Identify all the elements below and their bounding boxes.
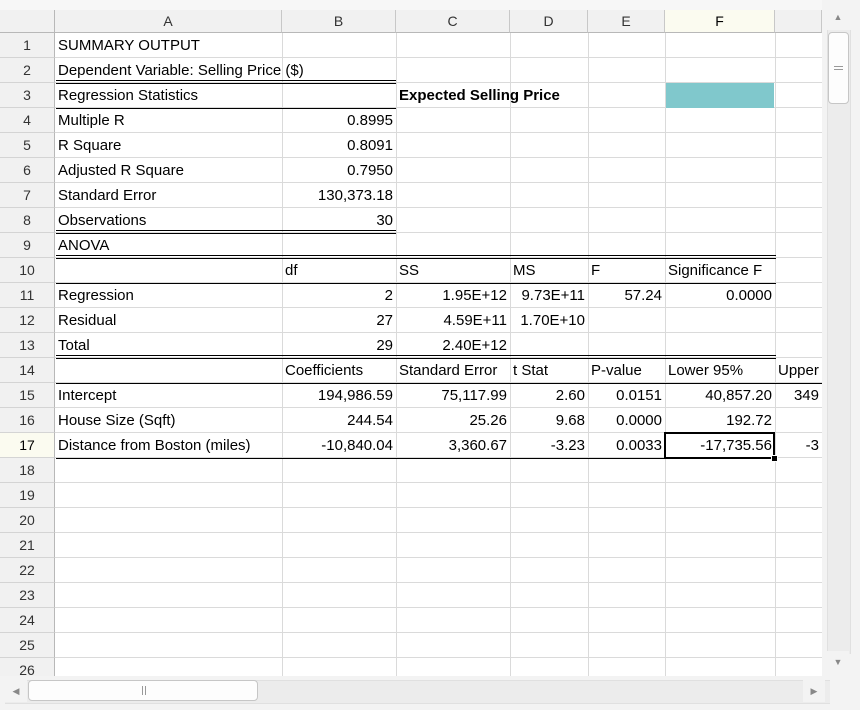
column-header-g[interactable] bbox=[775, 10, 822, 33]
cell-b16[interactable]: 244.54 bbox=[347, 412, 393, 429]
scroll-up-arrow-icon[interactable]: ▲ bbox=[827, 6, 849, 28]
row-header-19[interactable]: 19 bbox=[0, 483, 55, 508]
cell-c17[interactable]: 3,360.67 bbox=[448, 437, 507, 454]
cell-a8[interactable]: Observations bbox=[58, 212, 147, 229]
cell-c3[interactable]: Expected Selling Price bbox=[399, 87, 560, 104]
cell-a17[interactable]: Distance from Boston (miles) bbox=[58, 437, 251, 454]
column-header-a[interactable]: A bbox=[55, 10, 282, 33]
cell-b7[interactable]: 130,373.18 bbox=[317, 187, 393, 204]
row-header-17[interactable]: 17 bbox=[0, 433, 55, 458]
cell-d14[interactable]: t Stat bbox=[513, 362, 549, 379]
cell-e14[interactable]: P-value bbox=[591, 362, 642, 379]
cell-d15[interactable]: 2.60 bbox=[555, 387, 585, 404]
row-header-9[interactable]: 9 bbox=[0, 233, 55, 258]
cell-a11[interactable]: Regression bbox=[58, 287, 134, 304]
gridline bbox=[55, 657, 822, 658]
row-header-1[interactable]: 1 bbox=[0, 33, 55, 58]
cell-g17[interactable]: -3 bbox=[805, 437, 819, 454]
cell-a12[interactable]: Residual bbox=[58, 312, 117, 329]
row-header-23[interactable]: 23 bbox=[0, 583, 55, 608]
cell-a7[interactable]: Standard Error bbox=[58, 187, 157, 204]
cell-b5[interactable]: 0.8091 bbox=[347, 137, 393, 154]
gridline bbox=[55, 557, 822, 558]
cell-a9[interactable]: ANOVA bbox=[58, 237, 110, 254]
scroll-left-arrow-icon[interactable]: ◀ bbox=[5, 680, 27, 702]
cell-a16[interactable]: House Size (Sqft) bbox=[58, 412, 176, 429]
column-header-e[interactable]: E bbox=[588, 10, 665, 33]
cell-b12[interactable]: 27 bbox=[376, 312, 393, 329]
cell-c14[interactable]: Standard Error bbox=[399, 362, 498, 379]
row-header-10[interactable]: 10 bbox=[0, 258, 55, 283]
row-header-24[interactable]: 24 bbox=[0, 608, 55, 633]
cell-f14[interactable]: Lower 95% bbox=[668, 362, 744, 379]
cell-a1[interactable]: SUMMARY OUTPUT bbox=[58, 37, 200, 54]
cell-c10[interactable]: SS bbox=[399, 262, 420, 279]
column-header-f[interactable]: F bbox=[665, 10, 775, 33]
cell-c16[interactable]: 25.26 bbox=[469, 412, 507, 429]
active-cell-cursor[interactable] bbox=[664, 432, 775, 459]
row-header-14[interactable]: 14 bbox=[0, 358, 55, 383]
column-header-b[interactable]: B bbox=[282, 10, 396, 33]
cell-f16[interactable]: 192.72 bbox=[726, 412, 772, 429]
cell-a4[interactable]: Multiple R bbox=[58, 112, 125, 129]
cell-a15[interactable]: Intercept bbox=[58, 387, 117, 404]
row-header-6[interactable]: 6 bbox=[0, 158, 55, 183]
cell-f11[interactable]: 0.0000 bbox=[726, 287, 772, 304]
row-header-16[interactable]: 16 bbox=[0, 408, 55, 433]
cell-b4[interactable]: 0.8995 bbox=[347, 112, 393, 129]
cell-g14[interactable]: Upper bbox=[778, 362, 819, 379]
cell-b10[interactable]: df bbox=[285, 262, 298, 279]
cell-d16[interactable]: 9.68 bbox=[555, 412, 585, 429]
cell-d17[interactable]: -3.23 bbox=[550, 437, 585, 454]
cell-e11[interactable]: 57.24 bbox=[624, 287, 662, 304]
cell-f15[interactable]: 40,857.20 bbox=[705, 387, 772, 404]
gridline bbox=[55, 532, 822, 533]
select-all-corner[interactable] bbox=[0, 10, 55, 33]
cell-b14[interactable]: Coefficients bbox=[285, 362, 364, 379]
row-header-2[interactable]: 2 bbox=[0, 58, 55, 83]
cell-b6[interactable]: 0.7950 bbox=[347, 162, 393, 179]
cell-e16[interactable]: 0.0000 bbox=[616, 412, 662, 429]
row-header-18[interactable]: 18 bbox=[0, 458, 55, 483]
cell-e15[interactable]: 0.0151 bbox=[616, 387, 662, 404]
fill-handle[interactable] bbox=[771, 455, 778, 462]
cell-b8[interactable]: 30 bbox=[376, 212, 393, 229]
row-header-12[interactable]: 12 bbox=[0, 308, 55, 333]
cell-a13[interactable]: Total bbox=[58, 337, 90, 354]
vertical-scroll-track[interactable] bbox=[827, 30, 851, 654]
cell-c13[interactable]: 2.40E+12 bbox=[442, 337, 507, 354]
row-header-21[interactable]: 21 bbox=[0, 533, 55, 558]
row-header-20[interactable]: 20 bbox=[0, 508, 55, 533]
cell-d10[interactable]: MS bbox=[513, 262, 536, 279]
row-header-3[interactable]: 3 bbox=[0, 83, 55, 108]
cell-a6[interactable]: Adjusted R Square bbox=[58, 162, 184, 179]
column-header-c[interactable]: C bbox=[396, 10, 510, 33]
row-header-7[interactable]: 7 bbox=[0, 183, 55, 208]
grip-icon bbox=[142, 686, 146, 695]
row-header-25[interactable]: 25 bbox=[0, 633, 55, 658]
row-header-26[interactable]: 26 bbox=[0, 658, 55, 676]
gridline bbox=[55, 607, 822, 608]
row-header-11[interactable]: 11 bbox=[0, 283, 55, 308]
toolbar-strip bbox=[0, 0, 822, 10]
row-header-8[interactable]: 8 bbox=[0, 208, 55, 233]
cell-d11[interactable]: 9.73E+11 bbox=[521, 287, 585, 304]
cell-f17[interactable]: -17,735.56 bbox=[700, 437, 772, 454]
cell-b17[interactable]: -10,840.04 bbox=[321, 437, 393, 454]
row-header-15[interactable]: 15 bbox=[0, 383, 55, 408]
scroll-right-arrow-icon[interactable]: ▶ bbox=[803, 680, 825, 702]
cell-g15[interactable]: 349 bbox=[793, 387, 819, 404]
cell-f10[interactable]: Significance F bbox=[668, 262, 763, 279]
cell-c15[interactable]: 75,117.99 bbox=[441, 387, 507, 404]
highlight-fill-cell[interactable] bbox=[666, 83, 774, 108]
cell-b13[interactable]: 29 bbox=[376, 337, 393, 354]
row-header-22[interactable]: 22 bbox=[0, 558, 55, 583]
row-header-13[interactable]: 13 bbox=[0, 333, 55, 358]
cell-b15[interactable]: 194,986.59 bbox=[317, 387, 393, 404]
cell-c12[interactable]: 4.59E+11 bbox=[443, 312, 507, 329]
cell-a2[interactable]: Dependent Variable: Selling Price ($) bbox=[58, 62, 304, 79]
cell-e10[interactable]: F bbox=[591, 262, 601, 279]
gridline bbox=[55, 582, 822, 583]
column-header-d[interactable]: D bbox=[510, 10, 588, 33]
cell-c11[interactable]: 1.95E+12 bbox=[442, 287, 507, 304]
cell-a3[interactable]: Regression Statistics bbox=[58, 87, 199, 104]
gridline bbox=[55, 482, 822, 483]
cell-d12[interactable]: 1.70E+10 bbox=[520, 312, 585, 329]
row-header-5[interactable]: 5 bbox=[0, 133, 55, 158]
gridline bbox=[55, 632, 822, 633]
grip-icon bbox=[834, 66, 843, 70]
gridline bbox=[55, 507, 822, 508]
cell-e17[interactable]: 0.0033 bbox=[616, 437, 662, 454]
scroll-down-arrow-icon[interactable]: ▼ bbox=[827, 651, 849, 673]
cell-b11[interactable]: 2 bbox=[384, 287, 393, 304]
row-header-4[interactable]: 4 bbox=[0, 108, 55, 133]
cell-a5[interactable]: R Square bbox=[58, 137, 122, 154]
